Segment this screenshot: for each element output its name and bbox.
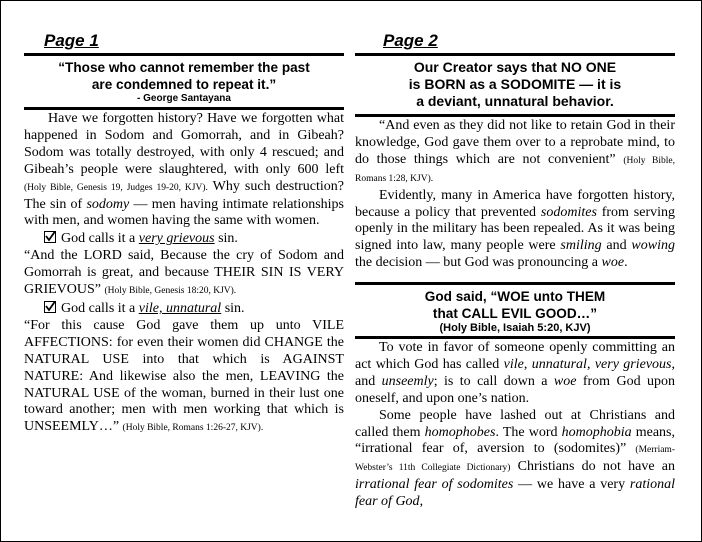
vote-paragraph: To vote in favor of someone openly committing an act which God has called vile, unnatural, very grievous, and unseemly; is to call down a woe from God upon oneself, and upon one’s nation. <box>355 340 676 406</box>
page-2-body-bottom <box>355 340 675 511</box>
santayana-quote <box>24 59 344 105</box>
romans-128-paragraph: “And even as they did not like to retain God in their knowledge, God gave them over to a reprobate mind, to do those things which are not convenient” (Holy Bible, Romans 1:28, KJV). <box>355 118 675 184</box>
policy-paragraph: Evidently, many in America have forgotten history, because a policy that prevented sodomites from serving openly in the military has been repealed. As it was being signed into law, many people were smiling and wowing the decision — but God was pronouncing a woe. <box>355 187 675 271</box>
homophobes-paragraph: Some people have lashed out at Christians and called them homophobes. The word homophobia means, “irrational fear of, aversion to (sodomites)” (Merriam-Webster’s 11th Collegiate Dictionary) Christians do not have an irrational fear of sodomites — we have a very rational fear of God, <box>355 407 676 510</box>
page-2-label: Page 2 <box>383 31 438 50</box>
history-paragraph: Have we forgotten history? Have we forgotten what happened in Sodom and Gomorrah, and in Gibeah? Sodom was totally destroyed, with only 4 rescued; and Gibeah’s people were slaughtered, with only 600 left (Holy Bible, Genesis 19, Judges 19-20, KJV). Why such destruction? The sin of sodomy — men having intimate relationships with men, and women having the same with women. <box>24 111 344 229</box>
heading-rule <box>355 114 675 117</box>
woe-line-1: God said, “WOE unto THEM <box>424 289 606 304</box>
sodomite-heading <box>355 59 675 110</box>
page-1-label: Page 1 <box>44 31 99 50</box>
checkbox-icon <box>44 301 56 313</box>
heading-line-3: a deviant, unnatural behavior. <box>416 93 614 109</box>
genesis-paragraph: “And the LORD said, Because the cry of Sodom and Gomorrah is great, and because THEIR SIN IS VERY GRIEVOUS” (Holy Bible, Genesis 18:20, KJV). <box>24 248 344 298</box>
quote-line-1: “Those who cannot remember the past <box>58 60 310 75</box>
quote-rule <box>24 107 344 110</box>
romans-paragraph: “For this cause God gave them up unto VILE AFFECTIONS: for even their women did CHANGE the NATURAL USE into that which is AGAINST NATURE: And likewise also the men, LEAVING the NATURAL USE of the woman, burned in their lust one toward another; men with men working that which is UNSEEMLY…” (Holy Bible, Romans 1:26-27, KJV). <box>24 317 344 435</box>
page-2-body-top <box>355 118 675 272</box>
woe-bottom-rule <box>355 336 675 339</box>
woe-attribution: (Holy Bible, Isaiah 5:20, KJV) <box>439 322 591 334</box>
checklist-item-grievous: God calls it a very grievous sin. <box>24 231 344 248</box>
woe-line-2: that CALL EVIL GOOD…” <box>432 306 598 321</box>
woe-top-rule <box>355 282 675 285</box>
heading-line-1: Our Creator says that NO ONE <box>413 59 617 75</box>
quote-line-2: are condemned to repeat it.” <box>91 77 277 92</box>
checkbox-icon <box>44 231 56 243</box>
page-1-body <box>24 111 344 437</box>
checklist-item-vile: God calls it a vile, unnatural sin. <box>24 301 344 318</box>
woe-heading <box>355 288 675 334</box>
top-rule <box>355 53 675 56</box>
heading-line-2: is BORN as a SODOMITE — it is <box>408 76 622 92</box>
top-rule <box>24 53 344 56</box>
quote-attribution: - George Santayana <box>137 93 231 104</box>
